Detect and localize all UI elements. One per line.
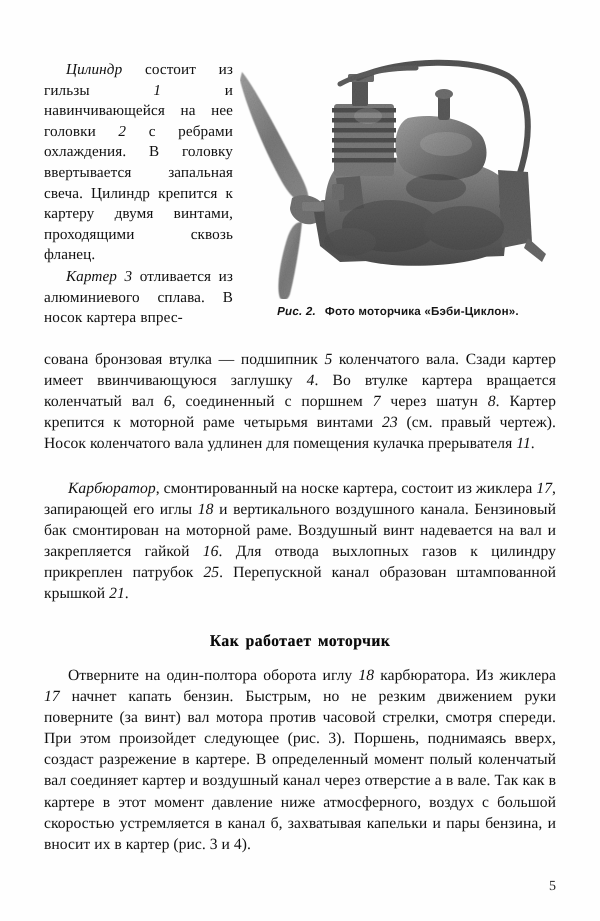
ref-num-11: 11 bbox=[516, 435, 531, 453]
term-carburetor: Карбюратор bbox=[68, 480, 156, 497]
cyl-run-a: состоит из гильзы bbox=[44, 61, 233, 99]
top-composite-block bbox=[44, 60, 556, 335]
figure-number: Рис. 2. bbox=[277, 305, 316, 318]
paragraph-carburetor bbox=[44, 478, 556, 605]
paragraph-cylinder bbox=[44, 60, 233, 266]
ref-num-7: 7 bbox=[372, 393, 381, 411]
bronze-run-c: . Во втулке картера вращается коленчатый вал bbox=[44, 372, 556, 411]
ref-num-25: 25 bbox=[203, 564, 220, 582]
ref-num-2: 2 bbox=[118, 122, 127, 140]
crank-run-b: отливается из алюминиевого сплава. В носок картера впрес- bbox=[44, 267, 233, 327]
engine-photo bbox=[240, 56, 556, 299]
carb-run-a: , смонтированный на носке картера, состоит из жиклера bbox=[155, 480, 537, 497]
ref-num-16: 16 bbox=[202, 543, 219, 561]
paragraph-crankcase-start bbox=[44, 267, 233, 329]
carb-run-f: . bbox=[124, 585, 129, 603]
carb-run-e: . Перепускной канал образован штампованной крышкой bbox=[44, 564, 556, 603]
term-cylinder: Цилиндр bbox=[66, 61, 123, 78]
section-heading: Как работает моторчик bbox=[209, 631, 391, 650]
carb-run-d: . Для отвода выхлопных газов к цилиндру прикреплен патрубок bbox=[44, 543, 556, 582]
paragraph-carburetor-text bbox=[44, 478, 556, 605]
ref-num-18: 18 bbox=[197, 501, 214, 519]
paragraph-bronze-bushing bbox=[44, 349, 556, 454]
carb-run-b: , запирающей его иглы bbox=[44, 480, 556, 519]
work-run-b: карбюратора. Из жиклера bbox=[374, 667, 556, 684]
page-number: 5 bbox=[549, 879, 556, 894]
ref-num-21: 21 bbox=[109, 585, 125, 603]
ref-num-4: 4 bbox=[306, 372, 315, 390]
ref-num-8: 8 bbox=[487, 393, 496, 411]
cyl-run-c: с ребрами охлаждения. В головку ввертывается запальная свеча. Цилиндр крепится к картеру двумя винтами, проходящими сквозь фланец. bbox=[44, 122, 233, 264]
ref-num-6: 6 bbox=[163, 393, 172, 411]
crank-run-a bbox=[117, 268, 125, 285]
ref-num-17b: 17 bbox=[44, 688, 60, 706]
bronze-run-f: . Картер крепится к моторной раме четырьмя винтами bbox=[44, 393, 556, 432]
paragraph-how-it-works bbox=[44, 665, 556, 855]
bronze-run-d: , соединенный с поршнем bbox=[171, 393, 373, 411]
paragraph-bronze-text bbox=[44, 349, 556, 454]
ref-num-5: 5 bbox=[324, 351, 333, 368]
bronze-run-g: (см. правый чертеж). Носок коленчатого вала удлинен для помещения кулачка прерывателя bbox=[44, 414, 556, 453]
cyl-run-b: и навинчивающейся на нее головки bbox=[44, 81, 233, 140]
figure-caption-text: Фото моторчика «Бэби-Циклон». bbox=[324, 305, 519, 318]
work-run-c: начнет капать бензин. Быстрым, но не резким движением руки поверните (за винт) вал мотора против часовой стрелки, смотря спереди. При этом произойдет следующее (рис. 3). Поршень, поднимаясь вверх, создаст разрежение в картере. В определенный момент полый коленчатый вал соединяет картер и воздушный канал через отверстие а в вале. Так как в картере в этот момент давление ниже атмосферного, воздух с большой скоростью устремляется в канал б, захватывая капельки и пары бензина, и вносит их в картер (рис. 3 и 4). bbox=[44, 688, 556, 853]
figure-2 bbox=[240, 56, 556, 318]
ref-num-3: 3 bbox=[124, 267, 133, 285]
paragraph-how-it-works-text bbox=[44, 665, 556, 855]
bronze-run-b: коленчатого вала. Сзади картер имеет ввинчивающуюся заглушку bbox=[44, 351, 556, 390]
bronze-run-e: через шатун bbox=[380, 393, 488, 411]
work-run-a: Отверните на один-полтора оборота иглу bbox=[68, 667, 359, 684]
ref-num-18b: 18 bbox=[358, 667, 375, 684]
ref-num-1: 1 bbox=[153, 81, 162, 99]
figure-caption bbox=[240, 305, 556, 318]
bronze-run-h: . bbox=[530, 435, 535, 453]
term-crankcase: Картер bbox=[66, 267, 117, 285]
narrow-text-column bbox=[44, 60, 233, 329]
carb-run-c: и вертикального воздушного канала. Бензиновый бак смонтирован на моторной раме. Воздушный винт надевается на вал и закрепляется гайкой bbox=[44, 501, 556, 561]
ref-num-17: 17 bbox=[536, 480, 553, 497]
bronze-run-a: сована бронзовая втулка — подшипник bbox=[44, 351, 325, 368]
ref-num-23: 23 bbox=[381, 414, 398, 432]
